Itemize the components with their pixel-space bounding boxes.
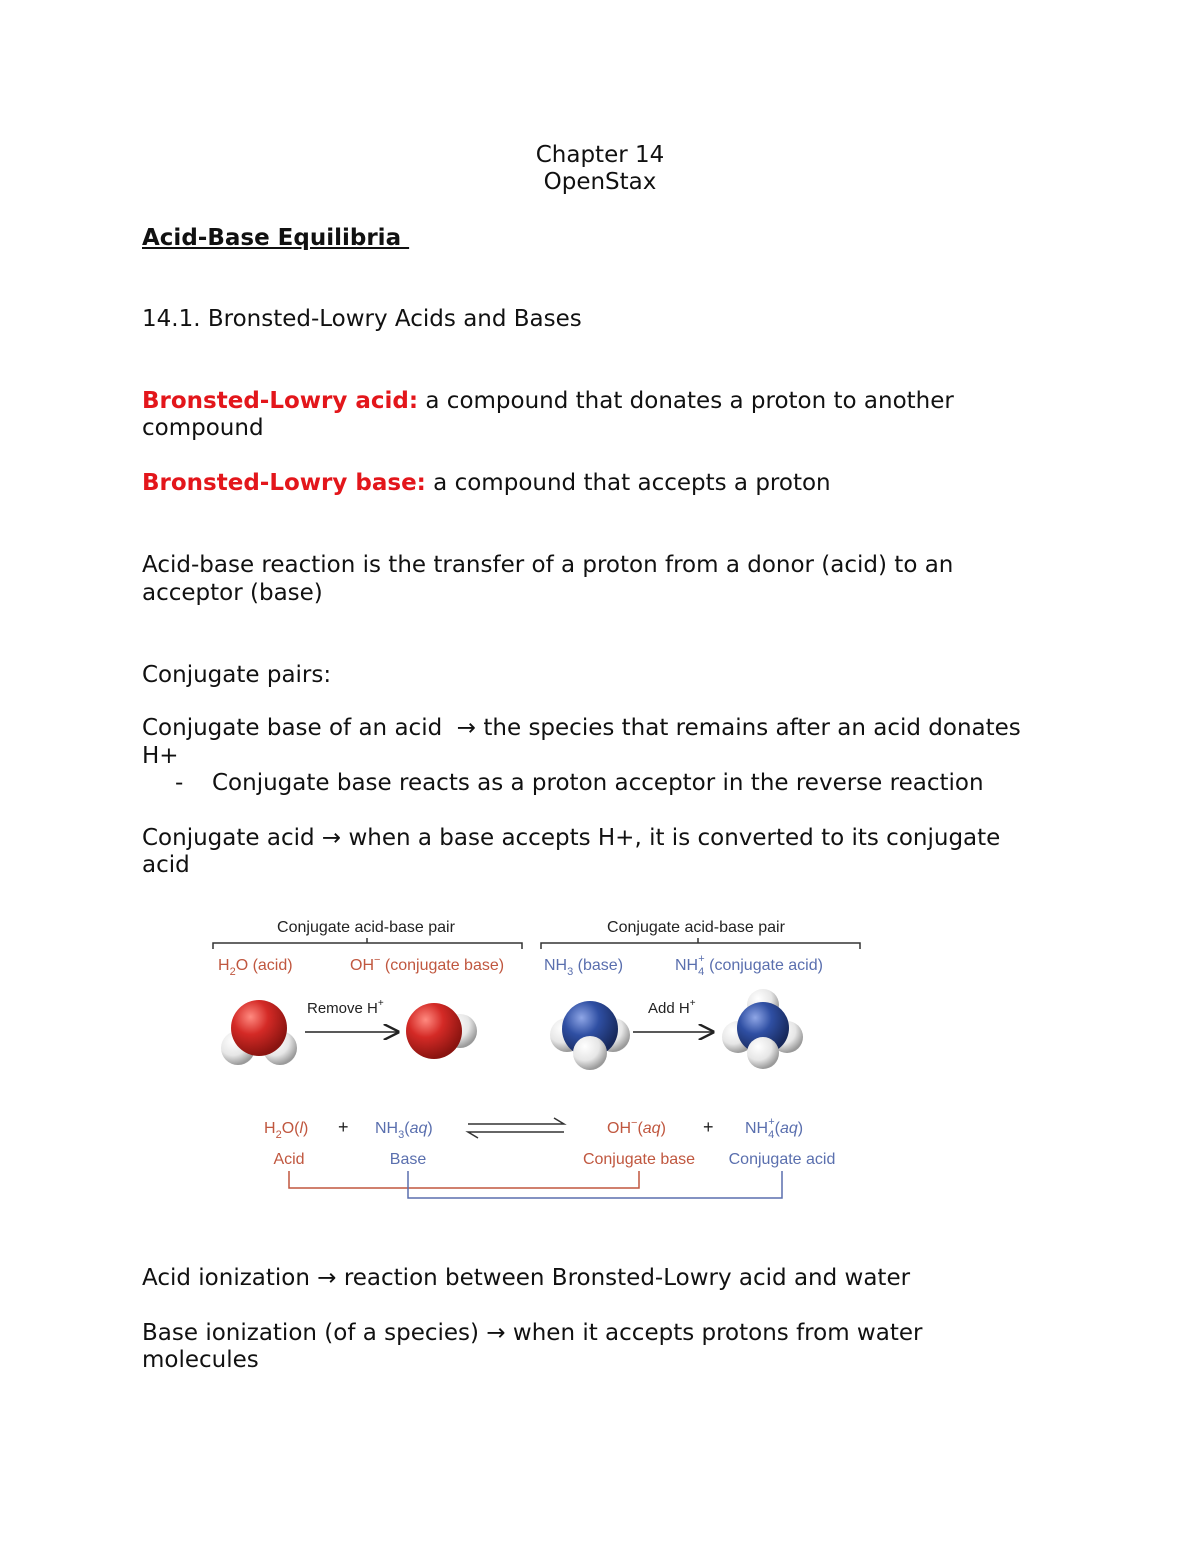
equation-plus-2: + [703,1117,714,1137]
hydroxide-molecule-icon [406,1003,477,1059]
role-acid: Acid [273,1151,305,1168]
reaction-line-1: Acid-base reaction is the transfer of a proton from a donor (acid) to an [142,552,954,578]
definition-acid-cont: compound [142,415,264,441]
equation-oh: OH−(aq) [607,1117,666,1137]
label-oh-base: OH− (conjugate base) [350,954,505,974]
water-molecule-icon [221,1000,297,1065]
definition-base [142,470,831,497]
definition-term: Bronsted-Lowry base: [142,470,426,496]
base-ionization-line-1: Base ionization (of a species) → when it accepts protons from water [142,1320,923,1346]
equation-nh3: $NH_3(aq)$ [375,1120,433,1141]
bullet-dash: - [175,770,184,796]
conjugate-acid-line-2: acid [142,852,190,878]
definition-text: a compound that accepts a proton [425,470,831,496]
ammonium-molecule-icon [722,989,803,1069]
section-heading: 14.1. Bronsted-Lowry Acids and Bases [142,306,582,332]
conjugate-acid-line-1: Conjugate acid → when a base accepts H+, it is converted to its conjugate [142,825,1001,851]
page-title: Acid-Base Equilibria [142,225,410,251]
conjugate-base-line-1: Conjugate base of an acid → the species that remains after an acid donates [142,715,1021,741]
add-h-label: Add H+ [648,998,696,1017]
role-conjugate-base: Conjugate base [582,1151,696,1168]
label-h2o-acid: $H_2O$ (acid) [218,957,293,978]
acid-pair-connector [289,1171,639,1188]
pair-label-right: Conjugate acid-base pair [607,919,785,936]
label-nh4-acid: $NH_4+$ (conjugate acid) [675,953,823,978]
equilibrium-arrows-icon [468,1118,564,1138]
remove-h-label: Remove H+ [307,998,384,1017]
base-ionization-line-2: molecules [142,1347,259,1373]
equation-h2o: $H_2O(l)$ [264,1120,309,1141]
equation-nh4: $NH_4+(aq)$ [745,1116,804,1141]
bullet-item [175,770,984,797]
definition-acid [142,388,954,415]
chapter-heading: Chapter 14 [535,142,665,168]
pair-bracket-right [541,938,860,949]
label-nh3-base: $NH_3$ (base) [544,957,624,978]
conjugate-pair-figure [200,905,880,1205]
pair-label-left: Conjugate acid-base pair [277,919,455,936]
reaction-line-2: acceptor (base) [142,580,323,606]
conjugate-base-line-2: H+ [142,743,179,769]
base-pair-connector [408,1171,782,1198]
source-heading: OpenStax [543,169,657,195]
role-conjugate-acid: Conjugate acid [728,1151,836,1168]
ammonia-molecule-icon [550,1001,630,1070]
role-base: Base [389,1151,427,1168]
pair-bracket-left [213,938,522,949]
conjugate-heading: Conjugate pairs: [142,662,332,688]
definition-text: a compound that donates a proton to another [418,388,954,414]
definition-term: Bronsted-Lowry acid: [142,388,419,414]
acid-ionization: Acid ionization → reaction between Bronsted-Lowry acid and water [142,1265,911,1291]
equation-plus-1: + [338,1117,349,1137]
bullet-text: Conjugate base reacts as a proton acceptor in the reverse reaction [212,770,984,796]
